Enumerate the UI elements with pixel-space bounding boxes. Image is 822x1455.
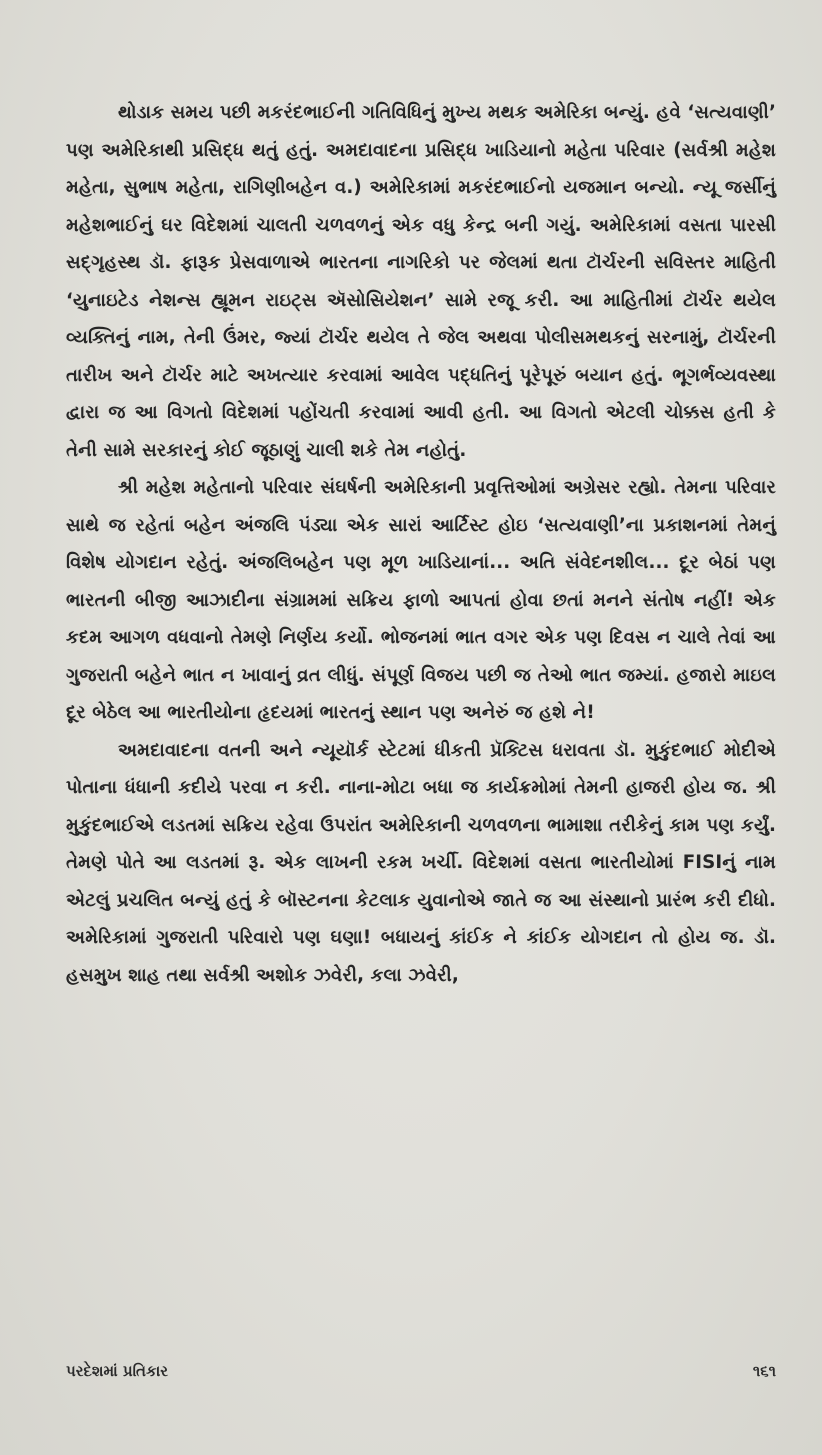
- paragraph-3: અમદાવાદના વતની અને ન્યૂયૉર્ક સ્ટેટમાં ધીકતી પ્રૅક્ટિસ ધરાવતા ડૉ. મુકુંદભાઈ મોદીએ પોતાના ધંધાની કદીયે પરવા ન કરી. નાના-મોટા બધા જ કાર્યક્રમોમાં તેમની હાજરી હોય જ. શ્રી મુકુંદભાઈએ લડતમાં સક્રિય રહેવા ઉપરાંત અમેરિકાની ચળવળના ભામાશા તરીકેનું કામ પણ કર્યું. તેમણે પોતે આ લડતમાં રૂ. એક લાખની રકમ ખર્ચી. વિદેશમાં વસતા ભારતીયોમાં FISIનું નામ એટલું પ્રચલિત બન્યું હતું કે બૉસ્ટનના કેટલાક યુવાનોએ જાતે જ આ સંસ્થાનો પ્રારંભ કરી દીધો. અમેરિકામાં ગુજરાતી પરિવારો પણ ઘણા! બધાયનું કાંઈક ને કાંઈક યોગદાન તો હોય જ. ડૉ. હસમુખ શાહ તથા સર્વશ્રી અશોક ઝવેરી, કલા ઝવેરી,: [66, 739, 776, 986]
- page-body: [66, 94, 776, 994]
- paragraph-1: થોડાક સમય પછી મકરંદભાઈની ગતિવિધિનું મુખ્ય મથક અમેરિકા બન્યું. હવે ‘સત્યવાણી’ પણ અમેરિકાથી પ્રસિદ્ધ થતું હતું. અમદાવાદના પ્રસિદ્ધ ખાડિયાનો મહેતા પરિવાર (સર્વશ્રી મહેશ મહેતા, સુભાષ મહેતા, રાગિણીબહેન વ.) અમેરિકામાં મકરંદભાઈનો યજમાન બન્યો. ન્યૂ જર્સીનું મહેશભાઈનું ઘર વિદેશમાં ચાલતી ચળવળનું એક વધુ કેન્દ્ર બની ગયું. અમેરિકામાં વસતા પારસી સદ્‌ગૃહસ્થ ડૉ. ફારૂક પ્રેસવાળાએ ભારતના નાગરિકો પર જેલમાં થતા ટૉર્ચરની સવિસ્તર માહિતી ‘યુનાઇટેડ નેશન્સ હ્યૂમન રાઇટ્સ ઍસોસિયેશન’ સામે રજૂ કરી. આ માહિતીમાં ટૉર્ચર થયેલ વ્યક્તિનું નામ, તેની ઉંમર, જ્યાં ટૉર્ચર થયેલ તે જેલ અથવા પોલીસમથકનું સરનામું, ટૉર્ચરની તારીખ અને ટૉર્ચર માટે અખત્યાર કરવામાં આવેલ પદ્ધતિનું પૂરેપૂરું બયાન હતું. ભૂગર્ભવ્યવસ્થા દ્વારા જ આ વિગતો વિદેશમાં પહોંચતી કરવામાં આવી હતી. આ વિગતો એટલી ચોક્કસ હતી કે તેની સામે સરકારનું કોઈ જૂઠાણું ચાલી શકે તેમ નહોતું.: [66, 102, 776, 461]
- paragraph-2: શ્રી મહેશ મહેતાનો પરિવાર સંઘર્ષની અમેરિકાની પ્રવૃત્તિઓમાં અગ્રેસર રહ્યો. તેમના પરિવાર સાથે જ રહેતાં બહેન અંજલિ પંડ્યા એક સારાં આર્ટિસ્ટ હોઇ ‘સત્યવાણી’ના પ્રકાશનમાં તેમનું વિશેષ યોગદાન રહેતું. અંજલિબહેન પણ મૂળ ખાડિયાનાં... અતિ સંવેદનશીલ... દૂર બેઠાં પણ ભારતની બીજી આઝાદીના સંગ્રામમાં સક્રિય ફાળો આપતાં હોવા છતાં મનને સંતોષ નહીં! એક કદમ આગળ વધવાનો તેમણે નિર્ણય કર્યો. ભોજનમાં ભાત વગર એક પણ દિવસ ન ચાલે તેવાં આ ગુજરાતી બહેને ભાત ન ખાવાનું વ્રત લીધું. સંપૂર્ણ વિજય પછી જ તેઓ ભાત જમ્યાં. હજારો માઇલ દૂર બેઠેલ આ ભારતીયોના હૃદયમાં ભારતનું સ્થાન પણ અનેરું જ હશે ને!: [66, 477, 776, 723]
- running-footer-title: પરદેશમાં પ્રતિકાર: [66, 1362, 169, 1380]
- page-footer: [66, 1362, 776, 1380]
- page-number: ૧૬૧: [752, 1362, 776, 1380]
